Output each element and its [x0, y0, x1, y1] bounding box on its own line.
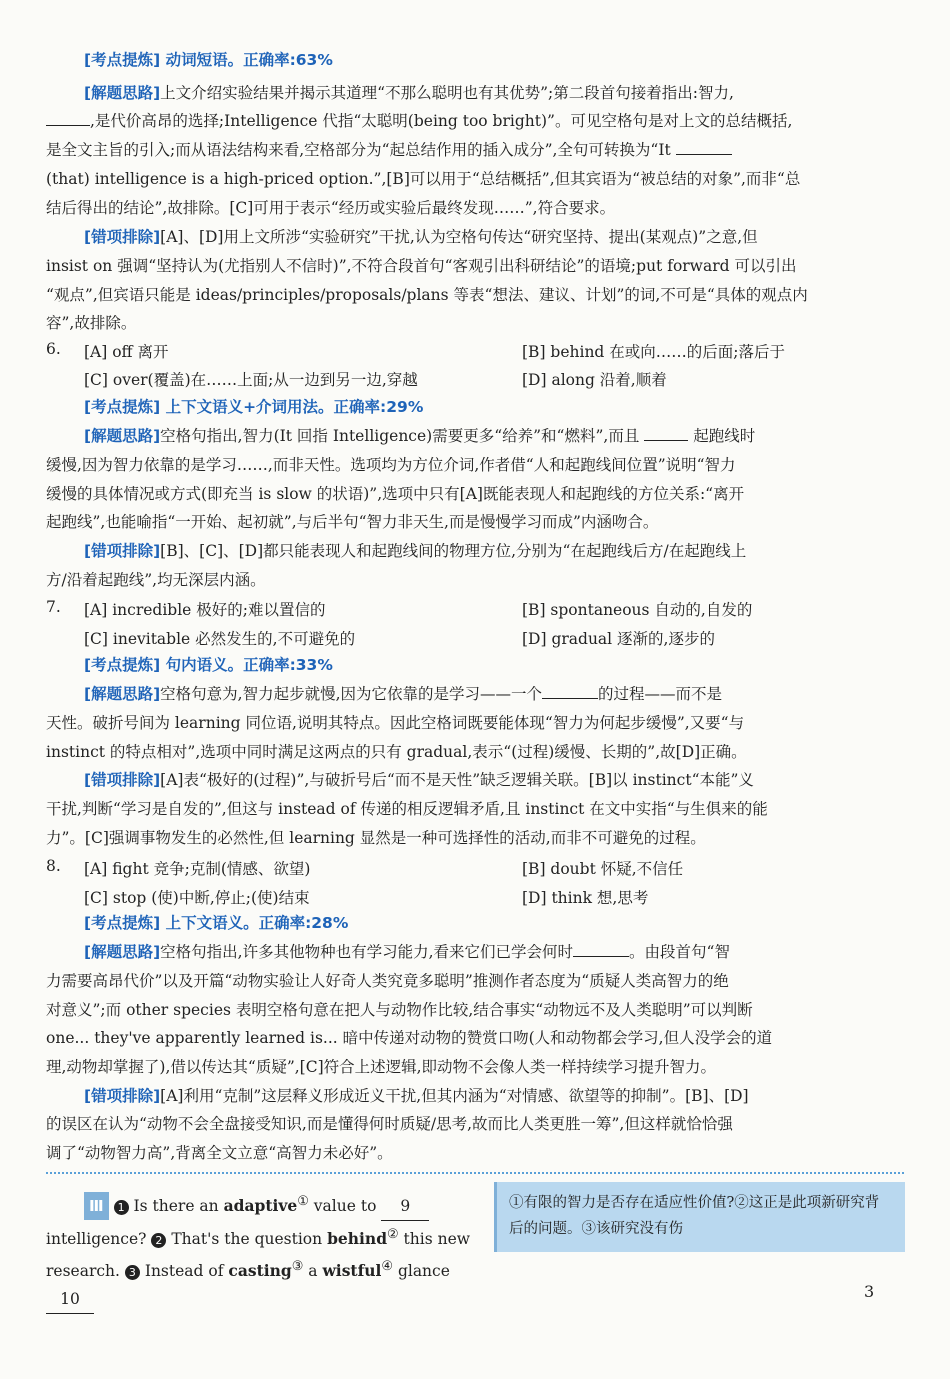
q7-jieti-line: [解题思路]空格句意为,智力起步就慢,因为它依靠的是学习——一个 的过程——而不是	[84, 685, 723, 703]
q6-cuoxiang-line: [错项排除][B]、[C]、[D]都只能表现人和起跑线间的物理方位,分别为“在起跑线后方/在起跑线上	[84, 542, 747, 560]
sentence-marker-3: 3	[125, 1265, 140, 1280]
q6-cuoxiang-line: 方/沿着起跑线”,均无深层内涵。	[46, 571, 266, 589]
q7-jieti-line: instinct 的特点相对”,选项中同时满足这两点的只有 gradual,表示“(过程)缓慢、长期的”,故[D]正确。	[46, 743, 747, 761]
q7-jieti-line: 天性。破折号间为 learning 同位语,说明其特点。因此空格词既要能体现“智力为何起步缓慢”,又要“与	[46, 714, 745, 732]
q7-cuoxiang-line: [错项排除][A]表“极好的(过程)”,与破折号后“而不是天性”缺乏逻辑关联。[B]以 instinct“本能”义	[84, 771, 754, 789]
q8-option-b: [B] doubt 怀疑,不信任	[522, 860, 684, 878]
q8-cuoxiang-line: 的误区在认为“动物不会全盘接受知识,而是懂得何时质疑/思考,故而比人类更胜一筹”,但这样就恰恰强	[46, 1115, 733, 1133]
q8-option-c: [C] stop (使)中断,停止;(使)结束	[84, 889, 310, 907]
q7-option-a: [A] incredible 极好的;难以置信的	[84, 601, 326, 619]
q6-number: 6.	[46, 340, 61, 358]
section-divider	[46, 1172, 904, 1174]
q8-jieti-line: 理,动物却掌握了),借以传达其“质疑”,[C]符合上述逻辑,即动物不会像人类一样持续学习提升智力。	[46, 1058, 717, 1076]
q7-cuoxiang-line: 干扰,判断“学习是自发的”,但这与 instead of 传递的相反逻辑矛盾,且 instinct 在文中实指“与生俱来的能	[46, 800, 768, 818]
q7-option-d: [D] gradual 逐渐的,逐步的	[522, 630, 715, 648]
q8-cuoxiang-line: 调了“动物智力高”,背离全文立意“高智力未必好”。	[46, 1144, 393, 1162]
q6-kaodian: [考点提炼] 上下文语义+介词用法。正确率:29%	[84, 398, 424, 416]
q8-kaodian: [考点提炼] 上下文语义。正确率:28%	[84, 914, 349, 932]
sentence-marker-1: 1	[114, 1200, 129, 1215]
q7-kaodian: [考点提炼] 句内语义。正确率:33%	[84, 656, 333, 674]
q6-jieti-line: 起跑线”,也能喻指“一开始、起初就”,与后半句“智力非天生,而是慢慢学习而成”内涵吻合。	[46, 513, 659, 531]
q5-jieti-line: 结后得出的结论”,故排除。[C]可用于表示“经历或实验后最终发现……”,符合要求。	[46, 199, 616, 217]
q5-jieti-line: (that) intelligence is a high-priced option.”,[B]可以用于“总结概括”,但其宾语为“被总结的对象”,而非“总	[46, 170, 801, 188]
q8-jieti-line: 对意义”;而 other species 表明空格句意在把人与动物作比较,结合事实“动物远不及人类聪明”可以判断	[46, 1001, 753, 1019]
q5-cuoxiang-line: “观点”,但宾语只能是 ideas/principles/proposals/plans 等表“想法、建议、计划”的词,不可是“具体的观点内	[46, 286, 808, 304]
q6-option-d: [D] along 沿着,顺着	[522, 371, 667, 389]
q5-cuoxiang-line: 容”,故排除。	[46, 314, 137, 332]
q5-jieti-line: 是全文主旨的引入;而从语法结构来看,空格部分为“起总结作用的插入成分”,全句可转换为“It	[46, 140, 904, 160]
q5-jieti-line: ,是代价高昂的选择;Intelligence 代指“太聪明(being too bright)”。可见空格句是对上文的总结概括,	[46, 111, 904, 131]
q5-jieti-line: [解题思路]上文介绍实验结果并揭示其道理“不那么聪明也有其优势”;第二段首句接着指出:智力,	[84, 84, 734, 102]
q7-option-c: [C] inevitable 必然发生的,不可避免的	[84, 630, 356, 648]
page-number: 3	[864, 1282, 875, 1301]
section-roman-numeral: Ⅲ	[84, 1192, 109, 1220]
q8-jieti-line: 力需要高昂代价”以及开篇“动物实验让人好奇人类究竟多聪明”推测作者态度为“质疑人类高智力的绝	[46, 972, 729, 990]
q6-jieti-line: 缓慢的具体情况或方式(即充当 is slow 的状语)”,选项中只有[A]既能表现人和起跑线的方位关系:“离开	[46, 485, 745, 503]
q7-cuoxiang-line: 力”。[C]强调事物发生的必然性,但 learning 显然是一种可选择性的活动,而非不可避免的过程。	[46, 829, 706, 847]
q6-option-c: [C] over(覆盖)在……上面;从一边到另一边,穿越	[84, 371, 418, 389]
q5-cuoxiang-line: insist on 强调“坚持认为(尤指别人不信时)”,不符合段首句“客观引出科研结论”的语境;put forward 可以引出	[46, 257, 797, 275]
q8-option-d: [D] think 想,思考	[522, 889, 649, 907]
q6-option-b: [B] behind 在或向……的后面;落后于	[522, 343, 786, 361]
q5-kaodian: [考点提炼] 动词短语。正确率:63%	[84, 51, 333, 69]
translation-box	[494, 1182, 905, 1252]
q8-jieti-line: one... they've apparently learned is... 暗中传递对动物的赞赏口吻(人和动物都会学习,但人没学会的道	[46, 1029, 773, 1047]
q8-option-a: [A] fight 竞争;克制(情感、欲望)	[84, 860, 311, 878]
q6-jieti-line: 缓慢,因为智力依靠的是学习……,而非天性。选项均为方位介词,作者借“人和起跑线间位置”说明“智力	[46, 456, 736, 474]
q6-option-a: [A] off 离开	[84, 343, 169, 361]
q7-option-b: [B] spontaneous 自动的,自发的	[522, 601, 753, 619]
q8-number: 8.	[46, 857, 61, 875]
blank-10: 10	[46, 1285, 94, 1314]
translation-text: ①有限的智力是否存在适应性价值?②这正是此项新研究背后的问题。③该研究没有伤	[509, 1195, 880, 1237]
section3-line-1: Ⅲ 1 Is there an adaptive① value to 9	[46, 1188, 491, 1221]
sentence-marker-2: 2	[151, 1233, 166, 1248]
q5-cuoxiang-line: [错项排除][A]、[D]用上文所涉“实验研究”干扰,认为空格句传达“研究坚持、提出(某观点)”之意,但	[84, 228, 758, 246]
blank-9: 9	[381, 1192, 429, 1221]
section3-line-3: research. 3 Instead of casting③ a wistful④ glance 10	[46, 1253, 491, 1314]
section3-passage	[46, 1188, 491, 1314]
q8-jieti-line: [解题思路]空格句指出,许多其他物种也有学习能力,看来它们已学会何时 。由段首句“智	[84, 943, 730, 961]
q7-number: 7.	[46, 598, 61, 616]
q8-cuoxiang-line: [错项排除][A]利用“克制”这层释义形成近义干扰,但其内涵为“对情感、欲望等的抑制”。[B]、[D]	[84, 1087, 749, 1105]
section3-line-2: intelligence? 2 That's the question behind② this new	[46, 1227, 471, 1249]
q6-jieti-line: [解题思路]空格句指出,智力(It 回指 Intelligence)需要更多“给养”和“燃料”,而且 起跑线时	[84, 427, 756, 445]
